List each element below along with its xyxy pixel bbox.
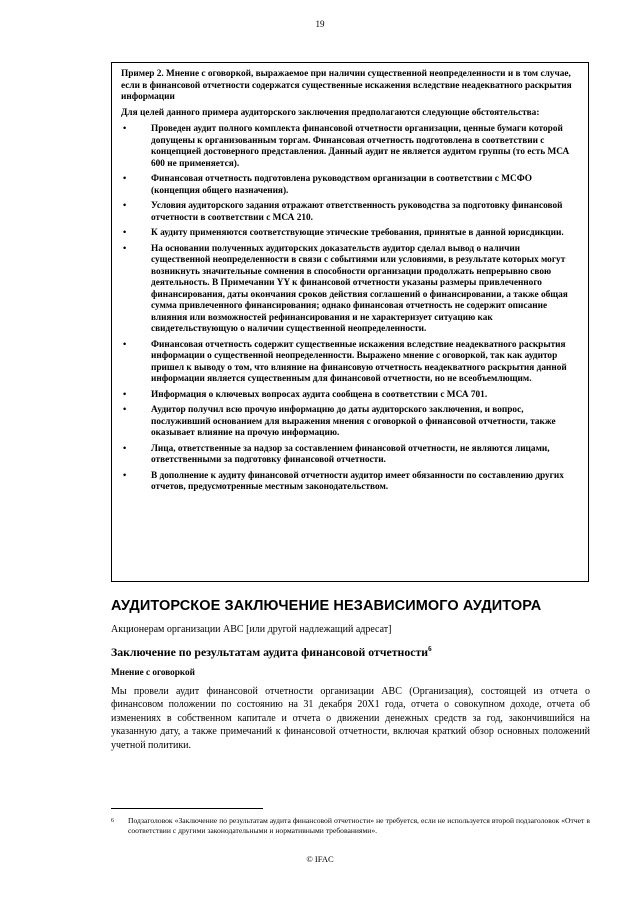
list-item-text: На основании полученных аудиторских доказательств аудитор сделал вывод о наличии существенной неопределенности в связи с событиями или условиями, в результате которых могут возникнуть значительные сомнения в способности организации продолжать непрерывно свою деятельность. В Примечании YY к финансовой отчетности указаны размеры привлеченного финансирования, даты окончания сроков действия соглашений о финансировании, а также общая сумма привлеченного финансирования; однако финансовая отчетность не содержит описание влияния или возможностей рефинансирования и не характеризует ситуацию как свидетельствующую о наличии существенной неопределенности. [151,243,568,334]
list-item [121,228,579,240]
list-item [121,201,579,224]
bullet-icon: • [123,389,127,400]
list-item-text: Проведен аудит полного комплекта финансовой отчетности организации, ценные бумаги которой допущены к организованным торгам. Финансовая отчетность подготовлена в соответствии с концепцией достоверного представления. Данный аудит не является аудитом группы (то есть МСА 600 не применяется). [151,124,570,169]
bullet-icon: • [123,174,127,184]
footnote [111,816,590,836]
opinion-paragraph: Мы провели аудит финансовой отчетности организации АВС (Организация), состоящей из отчета о финансовом положении по состоянию на 31 декабря 20Х1 года, отчета о совокупном доходе, отчета об изменениях в собственном капитале и отчета о движении денежных средств за год, закончившийся на указанную дату, а также примечаний к финансовой отчетности, включая краткий обзор основных положений учетной политики. [111,686,590,751]
list-item [121,471,579,494]
report-subheading [111,645,432,660]
report-subheading-text: Заключение по результатам аудита финансовой отчетности [111,645,429,659]
bullet-icon: • [123,201,127,211]
bullet-icon: • [123,470,127,481]
list-item-text: Лица, ответственные за надзор за составлением финансовой отчетности, не являются лицами, ответственными за подготовку финансовой отчетности. [151,443,550,465]
page-footer: © IFAC [306,854,334,864]
bullet-icon: • [123,405,127,415]
bullet-icon: • [123,443,127,454]
example-intro: Для целей данного примера аудиторского заключения предполагаются следующие обстоятельства: [121,107,540,118]
list-item-text: Финансовая отчетность подготовлена руководством организации в соответствии с МСФО (концепция общего назначения). [151,174,533,196]
list-item [121,244,579,336]
list-item [121,340,579,386]
list-item-text: Информация о ключевых вопросах аудита сообщена в соответствии с МСА 701. [151,389,488,400]
circumstances-list [121,124,579,494]
example-box [111,62,589,582]
bullet-icon: • [123,124,127,134]
list-item [121,405,579,440]
bullet-icon: • [123,243,127,254]
list-item-text: В дополнение к аудиту финансовой отчетности аудитор имеет обязанности по составлению других отчетов, предусмотренные местным законодательством. [151,470,564,492]
list-item [121,444,579,467]
list-item-text: К аудиту применяются соответствующие этические требования, принятые в данной юрисдикции. [151,228,564,238]
opinion-heading: Мнение с оговоркой [111,667,195,677]
addressee-line: Акционерам организации АВС [или другой надлежащий адресат] [111,624,392,635]
footnote-text: Подзаголовок «Заключение по результатам аудита финансовой отчетности» не требуется, если не используется второй подзаголовок «Отчет в соответствии с другими законодательными и нормативными требованиями». [128,816,590,835]
example-title: Пример 2. Мнение с оговоркой, выражаемое при наличии существенной неопределенности и в том случае, если в финансовой отчетности содержатся существенные искажения вследствие неадекватного раскрытия информации [121,69,572,102]
footnote-reference: 6 [428,645,432,654]
list-item-text: Условия аудиторского задания отражают ответственность руководства за подготовку финансовой отчетности в соответствии с МСА 210. [151,201,563,223]
page-number: 19 [315,19,325,29]
list-item-text: Финансовая отчетность содержит существенные искажения вследствие неадекватного раскрытия информации о существенной неопределенности. Выражено мнение с оговоркой, так как аудитор пришел к выводу о том, что влияние на финансовую отчетность неадекватного раскрытия данной информации является существенным для финансовой отчетности, но не всеобъемлющим. [151,339,567,384]
report-heading: АУДИТОРСКОЕ ЗАКЛЮЧЕНИЕ НЕЗАВИСИМОГО АУДИТОРА [111,598,542,614]
list-item [121,390,579,402]
list-item [121,124,579,170]
bullet-icon: • [123,339,127,350]
footnote-divider [111,808,263,809]
list-item-text: Аудитор получил всю прочую информацию до даты аудиторского заключения, и вопрос, послуживший основанием для выражения мнения с оговоркой о финансовой отчетности, также оказывает влияние на прочую информацию. [151,405,556,438]
list-item [121,174,579,197]
bullet-icon: • [123,228,127,238]
footnote-mark: 6 [111,818,114,824]
